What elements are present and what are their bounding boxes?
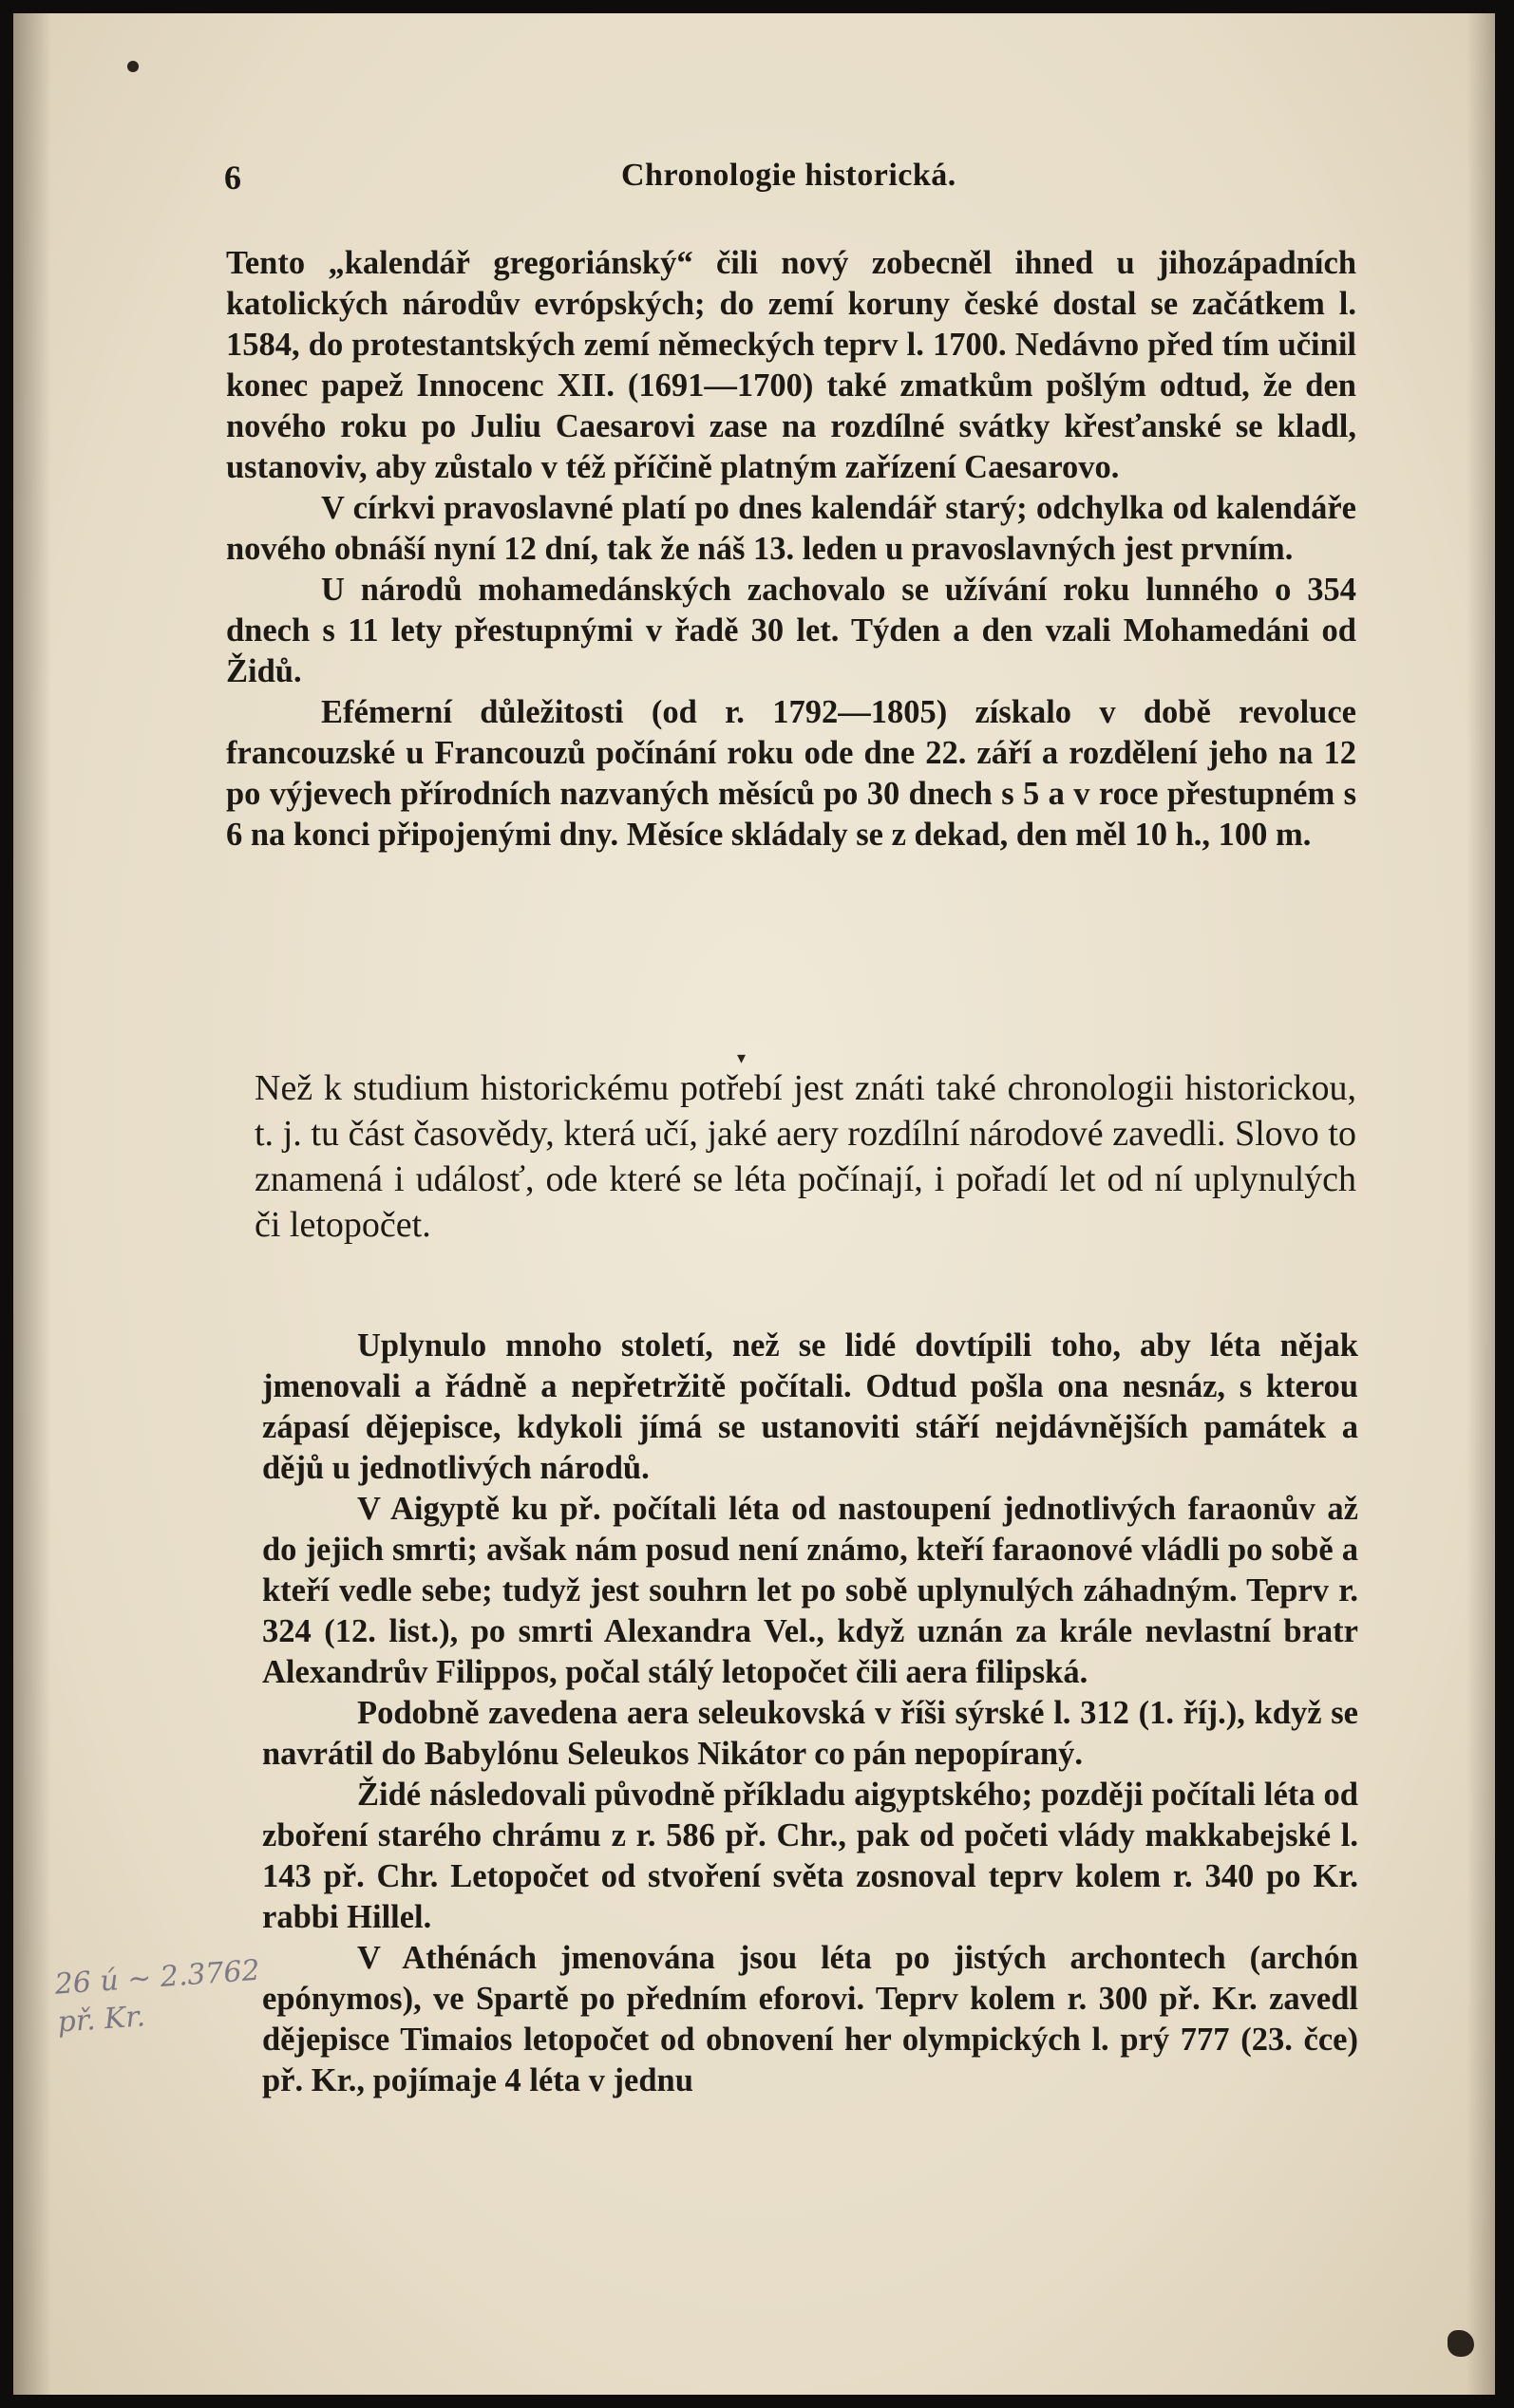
page-number: 6 [224, 159, 241, 197]
page-edge-shadow [13, 13, 51, 2395]
paragraph: Tento „kalendář gregoriánský“ čili nový zobecněl ihned u jihozápadních katolických národův evrópských; do zemí koruny české dostal se začátkem l. 1584, do protestantských zemí německých teprv l. 1700. Nedávno před tím učinil konec papež Innocenc XII. (1691—1700) také zmatkům pošlým odtud, že den nového roku po Juliu Caesarovi zase na rozdílné svátky křesťanské se kladl, ustanoviv, aby zůstalo v též příčině platným zařízení Caesarovo. [226, 245, 1356, 485]
paragraph: V Athénách jmenována jsou léta po jistých archontech (archón epónymos), ve Spartě po předním eforovi. Teprv kolem r. 300 př. Kr. zavedl dějepisce Timaios letopočet od obnovení her olympických l. prý 777 (23. čce) př. Kr., pojímaje 4 léta v jednu [262, 1940, 1358, 2098]
paragraph: Židé následovali původně příkladu aigyptského; později počítali léta od zboření starého chrámu z r. 586 př. Chr., pak od početi vlády makkabejské l. 143 př. Chr. Letopočet od stvoření světa zosnoval teprv kolem r. 340 po Kr. rabbi Hillel. [262, 1777, 1358, 1935]
ink-spot [127, 61, 139, 72]
paragraph: U národů mohamedánských zachovalo se užívání roku lunného o 354 dnech s 11 lety přestupnými v řadě 30 let. Týden a den vzali Mohamedáni od Židů. [226, 572, 1356, 689]
margin-note-line: 26 ú ~ 2.3762 [53, 1953, 261, 2002]
paragraph: Než k studium historickému potřebí jest znáti také chronologii historickou, t. j. tu část časovědy, která učí, jaké aery rozdílní národové zavedli. Slovo to znamená i událosť, ode které se léta počínají, i pořadí let od ní uplynulých či letopočet. [255, 1068, 1356, 1245]
margin-note-line: př. Kr. [56, 2000, 146, 2040]
section-mark: ▾ [737, 1048, 747, 1067]
section-calendar [226, 243, 1356, 856]
paragraph: Podobně zavedena aera seleukovská v říši sýrské l. 312 (1. říj.), když se navrátil do Babylónu Seleukos Nikátor co pán nepopíraný. [262, 1695, 1358, 1772]
book-page [13, 13, 1495, 2395]
paragraph: Efémerní důležitosti (od r. 1792—1805) získalo v době revoluce francouzské u Francouzů počínání roku ode dne 22. září a rozdělení jeho na 12 po výjevech přírodních nazvaných měsíců po 30 dnech s 5 a v roce přestupném s 6 na konci připojenými dny. Měsíce skládaly se z dekad, den měl 10 h., 100 m. [226, 694, 1356, 853]
page-edge-shadow-right [1467, 13, 1495, 2395]
paragraph: V církvi pravoslavné platí po dnes kalendář starý; odchylka od kalendáře nového obnáší nyní 12 dní, tak že náš 13. leden u pravoslavných jest prvním. [226, 490, 1356, 567]
ink-blot [1448, 2330, 1474, 2357]
section-chronology [255, 1065, 1356, 1248]
running-head: Chronologie historická. [621, 158, 956, 193]
section-eras [262, 1326, 1358, 2101]
paragraph: Uplynulo mnoho století, než se lidé dovtípili toho, aby léta nějak jmenovali a řádně a nepřetržitě počítali. Odtud pošla ona nesnáz, s kterou zápasí dějepisce, kdykoli jímá se ustanoviti stáří nejdávnějších památek a dějů u jednotlivých národů. [262, 1327, 1358, 1486]
paragraph: V Aigyptě ku př. počítali léta od nastoupení jednotlivých faraonův až do jejich smrti; avšak nám posud není známo, kteří faraonové vládli po sobě a kteří vedle sebe; tudyž jest souhrn let po sobě uplynulých záhadným. Teprv r. 324 (12. list.), po smrti Alexandra Vel., když uznán za krále nevlastní bratr Alexandrův Filippos, počal stálý letopočet čili aera filipská. [262, 1491, 1358, 1690]
handwritten-margin-note [53, 1949, 297, 2070]
page-header [222, 158, 1362, 203]
